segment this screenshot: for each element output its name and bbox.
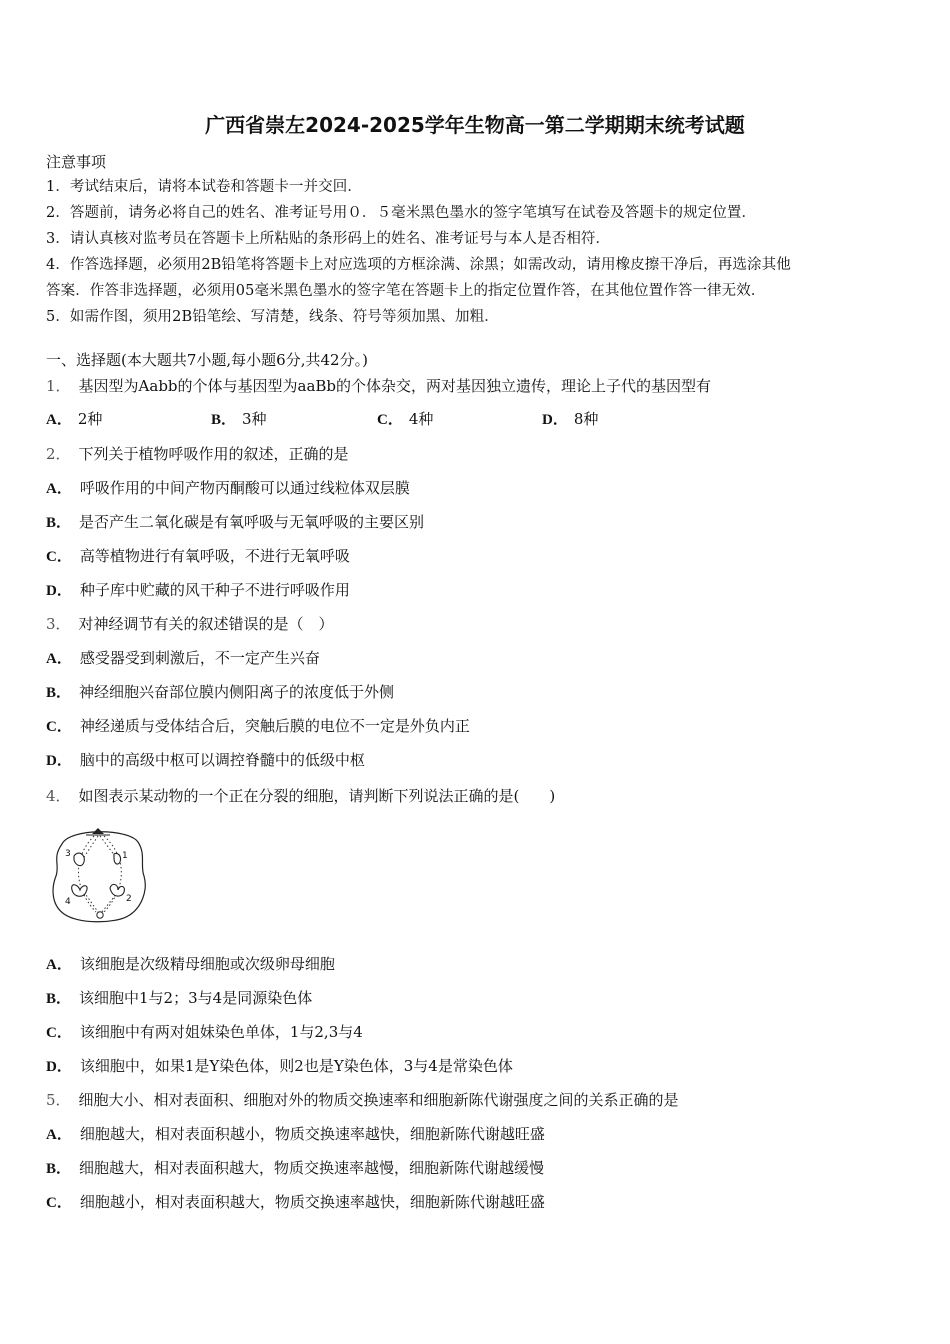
option-d[interactable]: D． 脑中的高级中枢可以调控脊髓中的低级中枢 <box>46 751 365 769</box>
option-d[interactable]: D． 种子库中贮藏的风干种子不进行呼吸作用 <box>46 581 350 599</box>
question-stem: 下列关于植物呼吸作用的叙述，正确的是 <box>78 445 349 463</box>
question-stem: 基因型为Aabb的个体与基因型为aaBb的个体杂交，两对基因独立遗传，理论上子代的基因型有 <box>78 377 712 395</box>
option-c[interactable]: C． 细胞越小，相对表面积越大，物质交换速率越快，细胞新陈代谢越旺盛 <box>46 1193 545 1211</box>
question-4 <box>46 784 916 808</box>
option-c[interactable]: C． 神经递质与受体结合后，突触后膜的电位不一定是外负内正 <box>46 717 470 735</box>
option-b[interactable]: B． 3种 <box>211 410 267 428</box>
option-a[interactable]: A． 呼吸作用的中间产物丙酮酸可以通过线粒体双层膜 <box>46 479 410 497</box>
option-c[interactable]: C． 4种 <box>377 410 434 428</box>
option-b[interactable]: B． 细胞越大，相对表面积越大，物质交换速率越慢，细胞新陈代谢越缓慢 <box>46 1159 545 1177</box>
notes-item: 4．作答选择题，必须用2B铅笔将答题卡上对应选项的方框涂满、涂黑；如需改动，请用橡皮擦干净后，再选涂其他 <box>46 257 791 273</box>
cell-membrane <box>53 832 145 922</box>
question-5 <box>46 1088 916 1112</box>
svg-text:2: 2 <box>126 894 132 904</box>
question-stem: 如图表示某动物的一个正在分裂的细胞，请判断下列说法正确的是( ) <box>78 787 556 805</box>
notes-item: 2．答题前，请务必将自己的姓名、准考证号用０．５毫米黑色墨水的签字笔填写在试卷及答题卡的规定位置． <box>46 205 757 221</box>
chromosome-3 <box>74 853 84 866</box>
chromosome-1 <box>114 853 121 864</box>
chromosomes <box>72 853 125 896</box>
question-number: 5． <box>46 1091 71 1109</box>
question-3 <box>46 612 916 636</box>
question-1-options <box>46 408 906 432</box>
chromosome-4 <box>72 885 87 897</box>
chromosome-2 <box>110 884 124 896</box>
option-d[interactable]: D． 该细胞中，如果1是Y染色体，则2也是Y染色体，3与4是常染色体 <box>46 1057 513 1075</box>
notes-item: 答案．作答非选择题，必须用05毫米黑色墨水的签字笔在答题卡上的指定位置作答，在其他位置作答一律无效． <box>46 283 766 299</box>
section-heading: 一、选择题(本大题共7小题,每小题6分,共42分。) <box>46 351 368 369</box>
option-b[interactable]: B． 神经细胞兴奋部位膜内侧阳离子的浓度低于外侧 <box>46 683 395 701</box>
question-number: 4． <box>46 787 71 805</box>
option-c[interactable]: C． 该细胞中有两对姐妹染色单体，1与2,3与4 <box>46 1023 363 1041</box>
option-a[interactable]: A． 细胞越大，相对表面积越小，物质交换速率越快，细胞新陈代谢越旺盛 <box>46 1125 545 1143</box>
dividing-cell-figure <box>48 824 150 924</box>
question-stem: 细胞大小、相对表面积、细胞对外的物质交换速率和细胞新陈代谢强度之间的关系正确的是 <box>78 1091 679 1109</box>
option-a[interactable]: A． 该细胞是次级精母细胞或次级卵母细胞 <box>46 955 335 973</box>
svg-text:4: 4 <box>65 897 71 907</box>
notes-item: 3．请认真核对监考员在答题卡上所粘贴的条形码上的姓名、准考证号与本人是否相符． <box>46 231 611 247</box>
question-1 <box>46 374 916 398</box>
page-title: 广西省崇左2024-2025学年生物高一第二学期期末统考试题 <box>205 113 745 137</box>
option-d[interactable]: D． 8种 <box>542 410 599 428</box>
notes-heading: 注意事项 <box>46 153 107 171</box>
question-number: 2． <box>46 445 71 463</box>
option-a[interactable]: A． 感受器受到刺激后，不一定产生兴奋 <box>46 649 320 667</box>
option-b[interactable]: B． 该细胞中1与2；3与4是同源染色体 <box>46 989 313 1007</box>
notes-block <box>46 150 906 330</box>
option-a[interactable]: A． 2种 <box>46 410 103 428</box>
question-2 <box>46 442 916 466</box>
cell-diagram <box>48 824 150 924</box>
notes-item: 1．考试结束后，请将本试卷和答题卡一并交回． <box>46 179 362 195</box>
option-c[interactable]: C． 高等植物进行有氧呼吸，不进行无氧呼吸 <box>46 547 350 565</box>
notes-item: 5．如需作图，须用2B铅笔绘、写清楚，线条、符号等须加黑、加粗． <box>46 309 499 325</box>
question-stem: 对神经调节有关的叙述错误的是（ ） <box>78 615 334 633</box>
question-number: 1． <box>46 377 71 395</box>
bottom-centriole <box>97 912 103 918</box>
question-number: 3． <box>46 615 71 633</box>
option-b[interactable]: B． 是否产生二氧化碳是有氧呼吸与无氧呼吸的主要区别 <box>46 513 425 531</box>
spindle-fibers <box>78 836 121 912</box>
svg-text:3: 3 <box>65 849 71 859</box>
svg-text:1: 1 <box>122 851 128 861</box>
